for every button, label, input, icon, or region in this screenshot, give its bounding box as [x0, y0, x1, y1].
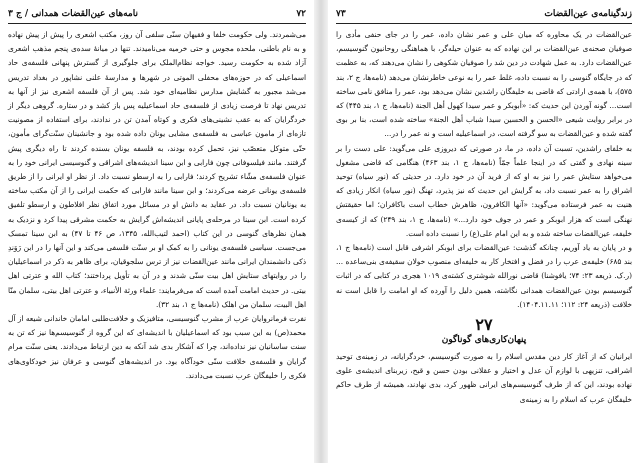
- left-paragraph: می‌شمردند. ولی حکومت خلفا و فقیهان سنّی سلفی آن روز، مکتب اشعری را پیش از پیش نهاده و به نام باطنی، ملحده مجوس و حتی خرمیه می‌نامیدند. تنها در میانهٔ سده‌ی پنجم مذهب اشعری آزاد شده به حکومت رسید. خواجه نظام‌الملک برای جلوگیری از گسترش پنهانی فلسفه‌ی حاد اسماعیلی که در حوزه‌های محفلی الموتی در شهرها و مدارسهٔ علنی نشاپور در بغداد تدریس می‌شد مجبور به گشایش مدارس نظامیه‌ای خود شد. پس از آن فلسفه اشعری نیز از آنها به تدریس نهاد تا فرصت زیادی از فلسفه‌ی حاد اسماعیلیه پس باز کشد و در ستاره. گروهی دیگر از خردگرایان که به عقب نشینی‌های فکری و کوتاه آمدن تن در ندادند، برای استفاده از مصونیت تازه‌ای از مامون عباسی به فلسفه‌ی مشایی یونان داده شده بود و جانشینان سنّت‌گرای مأمون، حتّی متوکل متعصّب نیز، تحمل کرده بودند، به فلسفه یونان بسنده کردند تا راه دیگری پیش گرفتند. مانند فیلسوفانی چون فارابی و ابن سینا اندیشه‌های اشراقی و گنوسیسی ایرانی خود را به عنوان فلسفه‌ی مشّاء تشریح کردند؛ فارابی را به ارسطو نسبت داد. از نظر او ایرانی را از طریق فلسفه‌ی یونانی عرضه می‌کردند؛ و ابن سینا مانند فارابی که حکمت ایرانی را از آن مکتب ساخته به یونانیان نسبت داد. در عقاید به دانش او در مسائل مورد اتفاق نظر افلاطون و ارسطو تلفیق کرده است. ابن سینا در مرحله‌ی پایانی اندیشه‌اش گرایش به حکمت مشرقی پیدا کرد و نزدیک به همان نظرهای گنوسی در این کتاب (احمد لتیب‌الله، ۱۳۴۵، ص ۴۶ تا ۴۷) به ابن سینا تمسک می‌جست. سیاسی فلسفه‌ی یونانی را به کمک او بر سنّت فلسفی می‌کند و این آنها را در ابن رَوَندِ ذکی دانشمندان ایرانی مانند عین‌القضات نیز از ترس سلجوقیان، برای ظاهر به ذکر در اسماعیلیان را در روایتهای ستایش اهل بیت سنّی شدند و در آن به تأویل پرداختند؛ کتاب الله و عترتی اهل بیتی. در حدیث امامت آمده است که می‌فرمایند: علماء ورثة الأنبياء، و عترتی اهل بیتی، سلمان منّا اهل البیت، سلمان من اهلک (نامه‌ها ج ۱، بند ۳۲).: [8, 30, 306, 309]
- chapter-title: پنهان‌کاری‌های گوناگون: [441, 335, 527, 346]
- right-page: [330, 6, 636, 457]
- left-page-number: ۷۲: [296, 8, 306, 19]
- right-page-number: ۷۳: [336, 8, 346, 19]
- right-paragraph: و در پایان به یاد آوریم، چنانکه گذشت: عین‌القضات برای ابوبکر اشرفی قابل است (نامه‌ها ج ۱، بند ۶۸۵) خلیفه‌ی عرب را در فضل و افتخار کار به خلیفه‌ای منصوب خولان سقیفه‌ی بنی‌ساعده ... (ر.ک. ذریعه ۲۳: ۷۴؛ یافوشنا) قاضی نورالله شوشتری کشته‌ی ۱۰۱۹ هجری در کتابی که در اثبات گنوسیسم بودن عین‌القضات همدانی نگاشته، همین دلیل را آورده که او امامت را قابل است نه خلافت (ذریعه ۲۴: ۱۱۲؛ ۱۴۰۴.۱۱.۱۱).: [336, 243, 632, 309]
- right-header-rule: [336, 23, 632, 24]
- left-paragraph: نفرت فرمانروایان عرب از مشرب گنوسیسی، متافیزیک و خلافت‌طلبی امامان خاندانی شیعه از آل محمد(ص) به این سبب بود که اسماعیلیان با اندیشه‌ای که این گروه از گنوسیسم‌ها نیز که تن به سنت ساسانیان نیز نداده‌اند، چرا که آشکار بدی شد آنکه به دین ارتباط می‌دادند. یعنی سنّت مرام گرایان و فلسفه‌ی خلافت سنّی خودآگاه بود. در اندیشه‌های گنوسی و عرفان نیز خودکاوی‌های فکری را خلیفگان عرب نسبت می‌دادند.: [8, 314, 306, 380]
- left-body-text: [8, 28, 306, 383]
- left-page-header: [8, 6, 306, 21]
- right-body-text: [336, 28, 632, 407]
- right-running-head: زندگینامه‌ی عین‌القضات: [544, 8, 632, 19]
- right-paragraph: به خلفای راشدین، تسبت آن داده، در ما، در صورتی که دیروزی علی می‌گوید: علی دست را بر سینه نهادی و گفتی که در اینجا علماً جمّاً (نامه‌ها، ج ۱، بند ۴۶۳) هنگامی که قاضی مشغول می‌خواهد ستایش عمر را نیز به او که از فرید آن در خود دارد. در حدیثی که (نور سیاه) توحید اشراق را به عمر نسبت داد، به گرایش این حدیث که نیز پذیرد، تهنگ (نور سیاه) انکار زیادی که هنیت به عمر فرستاده می‌گوید: «آنها الکافرون، ظاهرش خطاب است باکافران؛ اما حقیقتش نهنگی است که هزار ابوبکر و عمر در جوف خود دارد...» (نامه‌ها، ج ۱، بند ۲۴۹) که از کیسه‌ی خلیفه، عین‌القضات ساخته شده و به این امام علی(ع) را نسبت داده است.: [336, 143, 632, 238]
- chapter-number: ۲۷: [475, 315, 493, 335]
- left-header-rule: [8, 23, 306, 24]
- left-running-head: نامه‌های عین‌القضات همدانی / ج ۳: [8, 8, 138, 19]
- chapter-paragraph: ایرانیان که از آغاز کار دین مقدس اسلام را به صورت گنوسیسم، خردگرایانه، در زمینه‌ی توحید اشراقی، تنزیهی با لوازم آن عدل و اختیار و عقلانی بودن حسن و قبح، زیربنای اندیشه‌ی علوی نهاده بودند، این که از طرف گنوسیسم‌های ایرانی ظهور کرد، بدی نهادند، همیشه از طرف حاکم خلیفگان عرب که اسلام را به زمینه‌ی: [336, 352, 632, 404]
- right-page-header: [336, 6, 632, 21]
- right-paragraph: عین‌القضات در یک محاوره که میان علی و عمر نشان داده، عمر را در جای حنفی مأدی را صوفیان صحنه‌ی عین‌القضات بر این نهاده که به عنوان حیله‌گر، با هماهنگی روحانیون گنوسیسم، عین‌القضات دارد. به عمل شهادت در دین شد را صوفیان شکوهی را نشان می‌دهند که، به عظمت که در جایگاه گنوسی را به نسبت داده، غلط عمر را به نوعی خاطر‌نشان می‌دهد (نامه‌ها، ج ۲، بند ۵۷۵)، با همه‌ی ارادتی که قاضی به خلیفگان راشدین نشان می‌دهد بود، عمر را منافق نامی ساخته است... گونه آوردن این حدیث که: «أبوبکر و عمر سیدا کهول أهل الجنة (نامه‌ها، ج ۱، بند ۴۴۵) که در برابر روایت شیعی «الحسن و الحسین سیدا شباب أهل الجنة» ساخته شده است، بنا بر بوی گفته شده و عین‌القضات به سو گرفته است، در اسماعیلیه است و نه عمر را در...: [336, 30, 632, 139]
- left-page: [4, 6, 312, 457]
- book-gutter: [314, 0, 328, 463]
